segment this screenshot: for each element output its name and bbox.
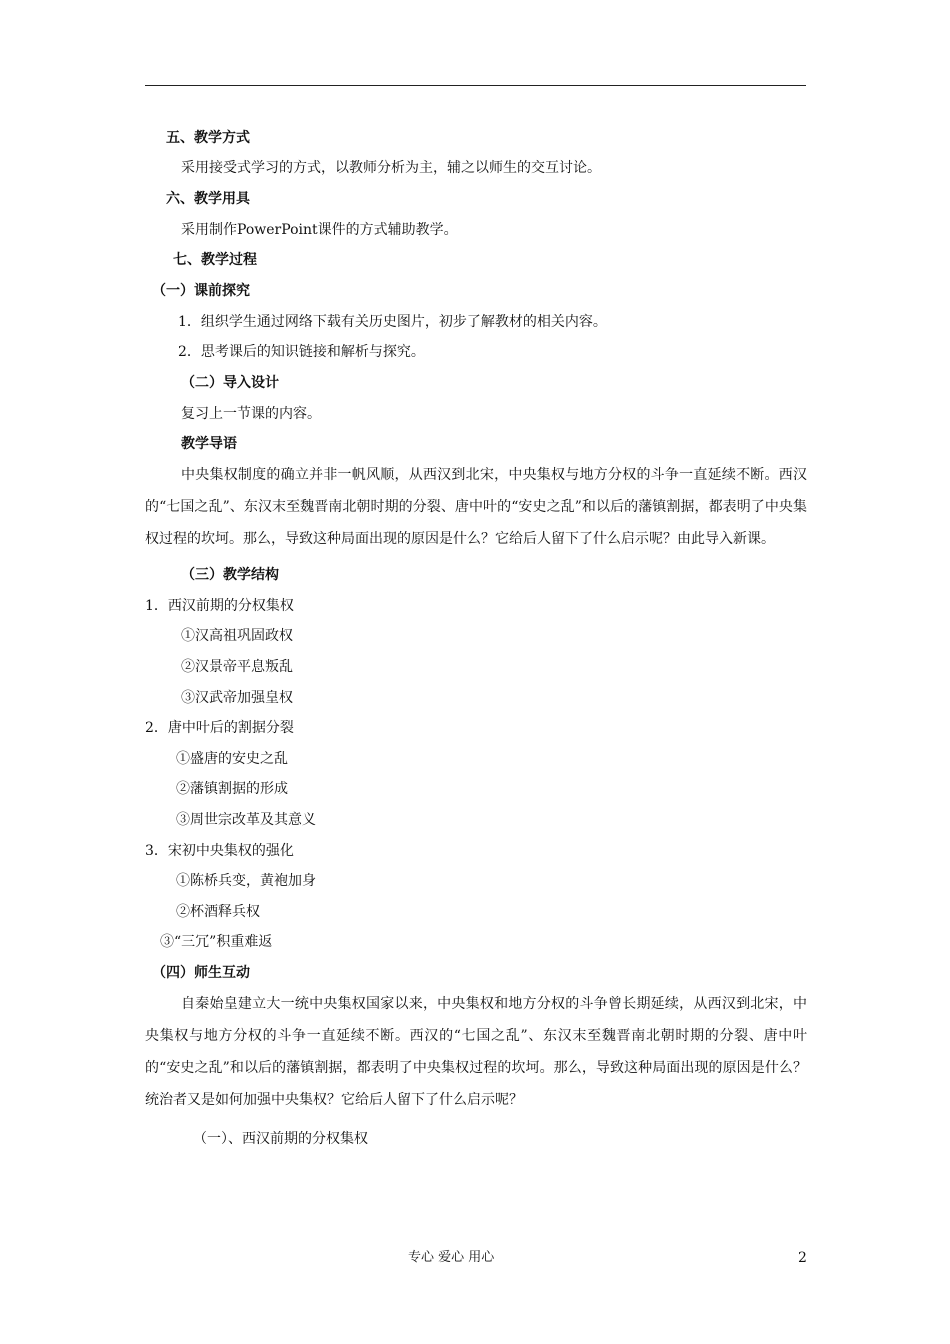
structure-group-title: 1．西汉前期的分权集权 <box>145 598 294 614</box>
structure-item: ①汉高祖巩固政权 <box>181 628 293 644</box>
guide-heading: 教学导语 <box>181 436 237 452</box>
structure-item: ②杯酒释兵权 <box>176 904 260 920</box>
structure-item: ②藩镇割据的形成 <box>176 781 288 797</box>
list-item: 1．组织学生通过网络下载有关历史图片，初步了解教材的相关内容。 <box>178 314 607 330</box>
structure-item: ①盛唐的安史之乱 <box>176 751 288 767</box>
interaction-paragraph: 自秦始皇建立大一统中央集权国家以来，中央集权和地方分权的斗争曾长期延续，从西汉到北宋，中央集权与地方分权的斗争一直延续不断。西汉的“七国之乱”、东汉末至魏晋南北朝时期的分裂、唐中叶的“安史之乱”和以后的藩镇割据，都表明了中央集权过程的坎坷。那么，导致这种局面出现的原因是什么？统治者又是如何加强中央集权？它给后人留下了什么启示呢？ <box>145 996 807 1108</box>
subsection-heading: （一）、西汉前期的分权集权 <box>193 1131 368 1147</box>
part-heading-structure: （三）教学结构 <box>181 567 279 583</box>
guide-paragraph: 中央集权制度的确立并非一帆风顺，从西汉到北宋，中央集权与地方分权的斗争一直延续不断。西汉的“七国之乱”、东汉末至魏晋南北朝时期的分裂、唐中叶的“安史之乱”和以后的藩镇割据，都表明了中央集权过程的坎坷。那么，导致这种局面出现的原因是什么？它给后人留下了什么启示呢？由此导入新课。 <box>145 467 807 547</box>
structure-item: ①陈桥兵变，黄袍加身 <box>176 873 316 889</box>
list-item: 2．思考课后的知识链接和解析与探究。 <box>178 344 425 360</box>
structure-item: ②汉景帝平息叛乱 <box>181 659 293 675</box>
structure-item: ③“三冗”积重难返 <box>160 934 273 950</box>
section-heading-teaching-method: 五、教学方式 <box>166 130 250 146</box>
section-body-teaching-tools: 采用制作PowerPoint课件的方式辅助教学。 <box>181 222 458 238</box>
part-heading-pre-class: （一）课前探究 <box>152 283 250 299</box>
structure-item: ③周世宗改革及其意义 <box>176 812 316 828</box>
review-text: 复习上一节课的内容。 <box>181 406 321 422</box>
header-rule <box>145 85 806 86</box>
structure-group-title: 2．唐中叶后的割据分裂 <box>145 720 294 736</box>
footer-slogan: 专心 爱心 用心 <box>408 1250 495 1265</box>
structure-group-title: 3．宋初中央集权的强化 <box>145 843 294 859</box>
section-heading-teaching-tools: 六、教学用具 <box>166 191 250 207</box>
page-number: 2 <box>798 1250 807 1266</box>
section-body-teaching-method: 采用接受式学习的方式，以教师分析为主，辅之以师生的交互讨论。 <box>181 160 601 176</box>
part-heading-introduction: （二）导入设计 <box>181 375 279 391</box>
section-heading-teaching-process: 七、教学过程 <box>173 252 257 268</box>
part-heading-interaction: （四）师生互动 <box>152 965 250 981</box>
structure-item: ③汉武帝加强皇权 <box>181 690 293 706</box>
